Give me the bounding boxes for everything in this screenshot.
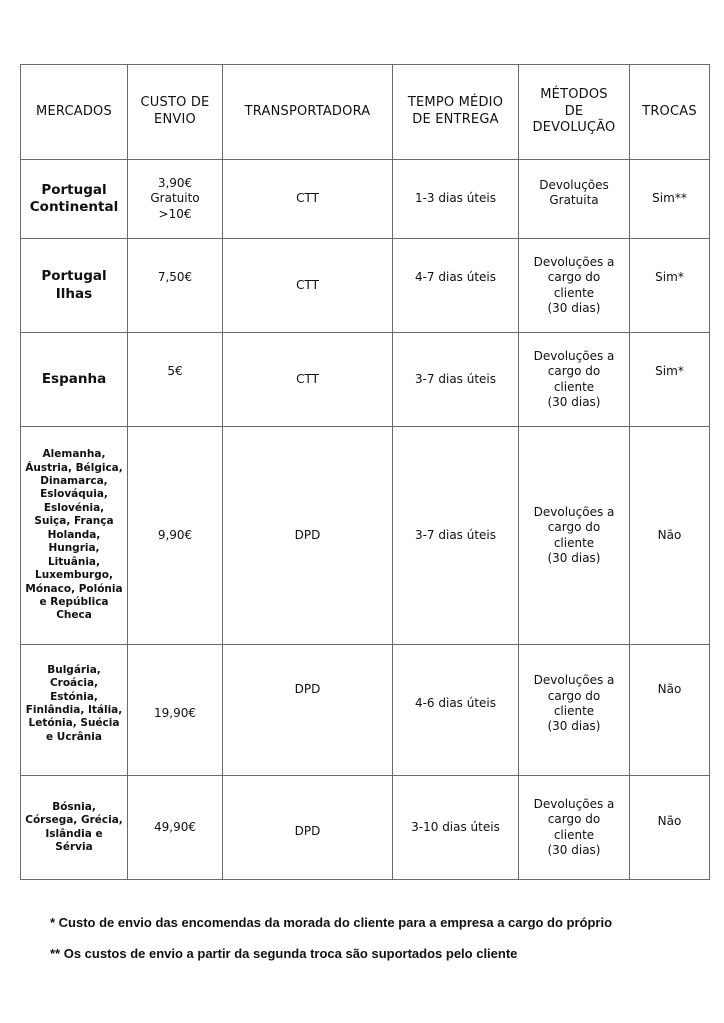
header-row [21,65,710,160]
exchanges-cell: Não [630,427,710,645]
market-cell: Bulgária, Croácia, Estónia, Finlândia, Itália, Letónia, Suécia e Ucrânia [21,645,128,776]
footnote-double-asterisk: ** Os custos de envio a partir da segunda troca são suportados pelo cliente [50,946,518,961]
carrier-cell: CTT [223,239,393,333]
shipping-table [20,64,710,880]
table-row [21,333,710,427]
returns-cell: Devoluções a cargo do cliente (30 dias) [519,427,630,645]
market-cell: Bósnia, Córsega, Grécia, Islândia e Sérvia [21,776,128,880]
cost-cell: 19,90€ [128,645,223,776]
carrier-cell: DPD [223,645,393,776]
exchanges-cell: Não [630,645,710,776]
market-cell: Portugal Continental [21,160,128,239]
exchanges-cell: Sim* [630,333,710,427]
exchanges-cell: Não [630,776,710,880]
delivery-cell: 4-6 dias úteis [393,645,519,776]
footnote-single-asterisk: * Custo de envio das encomendas da morada do cliente para a empresa a cargo do próprio [50,915,613,930]
market-cell: Alemanha, Áustria, Bélgica, Dinamarca, Eslováquia, Eslovénia, Suiça, França Holanda, Hungria, Lituânia, Luxemburgo, Mónaco, Polónia e República Checa [21,427,128,645]
carrier-cell: DPD [223,427,393,645]
cost-cell: 3,90€ Gratuito >10€ [128,160,223,239]
cost-cell: 9,90€ [128,427,223,645]
exchanges-cell: Sim** [630,160,710,239]
header-metodos-devolucao: MÉTODOS DE DEVOLUÇÃO [519,65,630,160]
header-transportadora: TRANSPORTADORA [223,65,393,160]
header-custo-de-envio: CUSTO DE ENVIO [128,65,223,160]
cost-cell: 5€ [128,333,223,427]
header-tempo-medio: TEMPO MÉDIO DE ENTREGA [393,65,519,160]
market-cell: Portugal Ilhas [21,239,128,333]
returns-cell: Devoluções a cargo do cliente (30 dias) [519,333,630,427]
footnotes [50,915,710,977]
table-row [21,160,710,239]
carrier-cell: CTT [223,160,393,239]
table-row [21,427,710,645]
exchanges-cell: Sim* [630,239,710,333]
carrier-cell: DPD [223,776,393,880]
table-row [21,645,710,776]
returns-cell: Devoluções a cargo do cliente (30 dias) [519,776,630,880]
delivery-cell: 4-7 dias úteis [393,239,519,333]
table-row [21,239,710,333]
market-cell: Espanha [21,333,128,427]
delivery-cell: 3-10 dias úteis [393,776,519,880]
returns-cell: Devoluções a cargo do cliente (30 dias) [519,239,630,333]
returns-cell: Devoluções a cargo do cliente (30 dias) [519,645,630,776]
cost-cell: 49,90€ [128,776,223,880]
delivery-cell: 3-7 dias úteis [393,333,519,427]
header-trocas: TROCAS [630,65,710,160]
delivery-cell: 3-7 dias úteis [393,427,519,645]
returns-cell: Devoluções Gratuita [519,160,630,239]
cost-cell: 7,50€ [128,239,223,333]
table-row [21,776,710,880]
delivery-cell: 1-3 dias úteis [393,160,519,239]
carrier-cell: CTT [223,333,393,427]
header-mercados: MERCADOS [21,65,128,160]
